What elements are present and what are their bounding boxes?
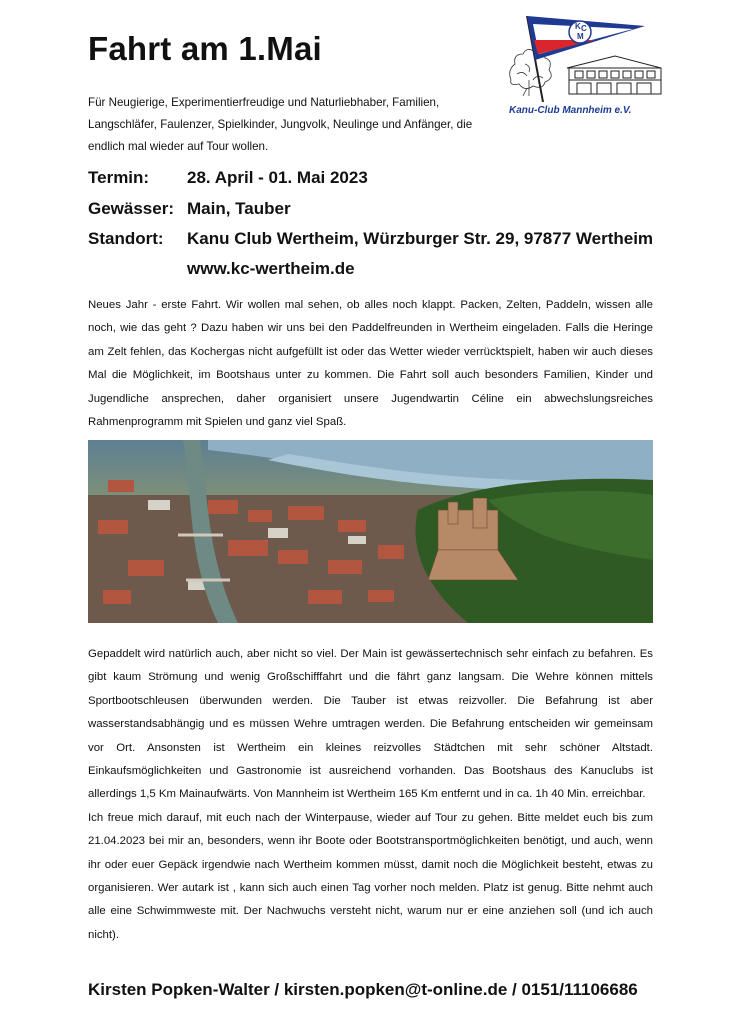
website-link[interactable]: www.kc-wertheim.de [187,259,355,278]
standort-label: Standort: [88,229,164,248]
body-paragraphs [88,643,653,947]
standort-value: Kanu Club Wertheim, Würzburger Str. 29, 97877 Wertheim [187,229,654,248]
wertheim-aerial-photo [88,440,653,623]
logo-initials-c: C [581,24,587,33]
gewaesser-label: Gewässer: [88,199,174,218]
page-title: Fahrt am 1.Mai [88,30,322,67]
paragraph-2: Gepaddelt wird natürlich auch, aber nicht so viel. Der Main ist gewässertechnisch sehr einfach zu befahren. Es gibt kaum Strömung und wenig Großschifffahrt und die fährt ganz langsam. Die Wehre können mittels Sportbootschleusen überwunden werden. Die Tauber ist etwas reizvoller. Die Befahrung ist aber wasserstandsabhängig und es müssen Wehre umtragen werden. Die Befahrung entscheiden wir gemeinsam vor Ort. Ansonsten ist Wertheim ein kleines reizvolles Städtchen mit sehr schöner Altstadt. Einkaufsmöglichkeiten und Gastronomie ist ausreichend vorhanden. Das Bootshaus des Kanuclubs ist allerdings 1,5 Km Mainaufwärts. Von Mannheim ist Wertheim 165 Km entfernt und in ca. 1h 40 Min. erreichbar. [88,648,653,801]
paragraph-1: Neues Jahr - erste Fahrt. Wir wollen mal sehen, ob alles noch klappt. Packen, Zelten, Paddeln, wissen alle noch, wie das geht ? Dazu haben wir uns bei den Paddelfreunden in Wertheim eingeladen. Falls die Heringe am Zelt fehlen, das Kochergas nicht aufgefüllt ist oder das Wetter wieder verrücktspielt, haben wir auch dieses Mal die Möglichkeit, im Bootshaus unter zu kommen. Die Fahrt soll auch besonders Familien, Kinder und Jugendliche ansprechen, daher organisiert unsere Jugendwartin Céline ein abwechslungsreiches Rahmenprogramm mit Spielen und ganz viel Spaß. [88,299,653,429]
contact-footer: Kirsten Popken-Walter / kirsten.popken@t-online.de / 0151/11106686 [88,980,638,999]
intro-paragraph [88,294,653,434]
logo-initials-k: K [575,22,581,31]
logo-club-name: Kanu-Club Mannheim e.V. [509,105,632,116]
termin-value: 28. April - 01. Mai 2023 [187,168,368,187]
termin-label: Termin: [88,168,150,187]
kanu-club-mannheim-logo [505,10,663,120]
logo-initials-m: M [577,32,584,41]
paragraph-3: Ich freue mich darauf, mit euch nach der Winterpause, wieder auf Tour zu gehen. Bitte meldet euch bis zum 21.04.2023 bei mir an, besonders, wenn ihr Boote oder Bootstransportmöglichkeiten benötigt, und auch, wenn ihr oder euer Gepäck irgendwie nach Wertheim kommen müsst, damit noch die Möglichkeit besteht, etwas zu organisieren. Wer autark ist , kann sich auch einen Tag vorher noch melden. Platz ist genug. Bitte nehmt auch alle eine Schwimmweste mit. Der Nachwuchs versteht nicht, warum nur er eine anziehen soll (und ich auch nicht). [88,811,653,941]
intro-text: Für Neugierige, Experimentierfreudige und Naturliebhaber, Familien, Langschläfer, Faulenzer, Spielkinder, Jungvolk, Neulinge und Anfänger, die endlich mal wieder auf Tour wollen. [88,96,473,153]
gewaesser-value: Main, Tauber [187,199,291,218]
